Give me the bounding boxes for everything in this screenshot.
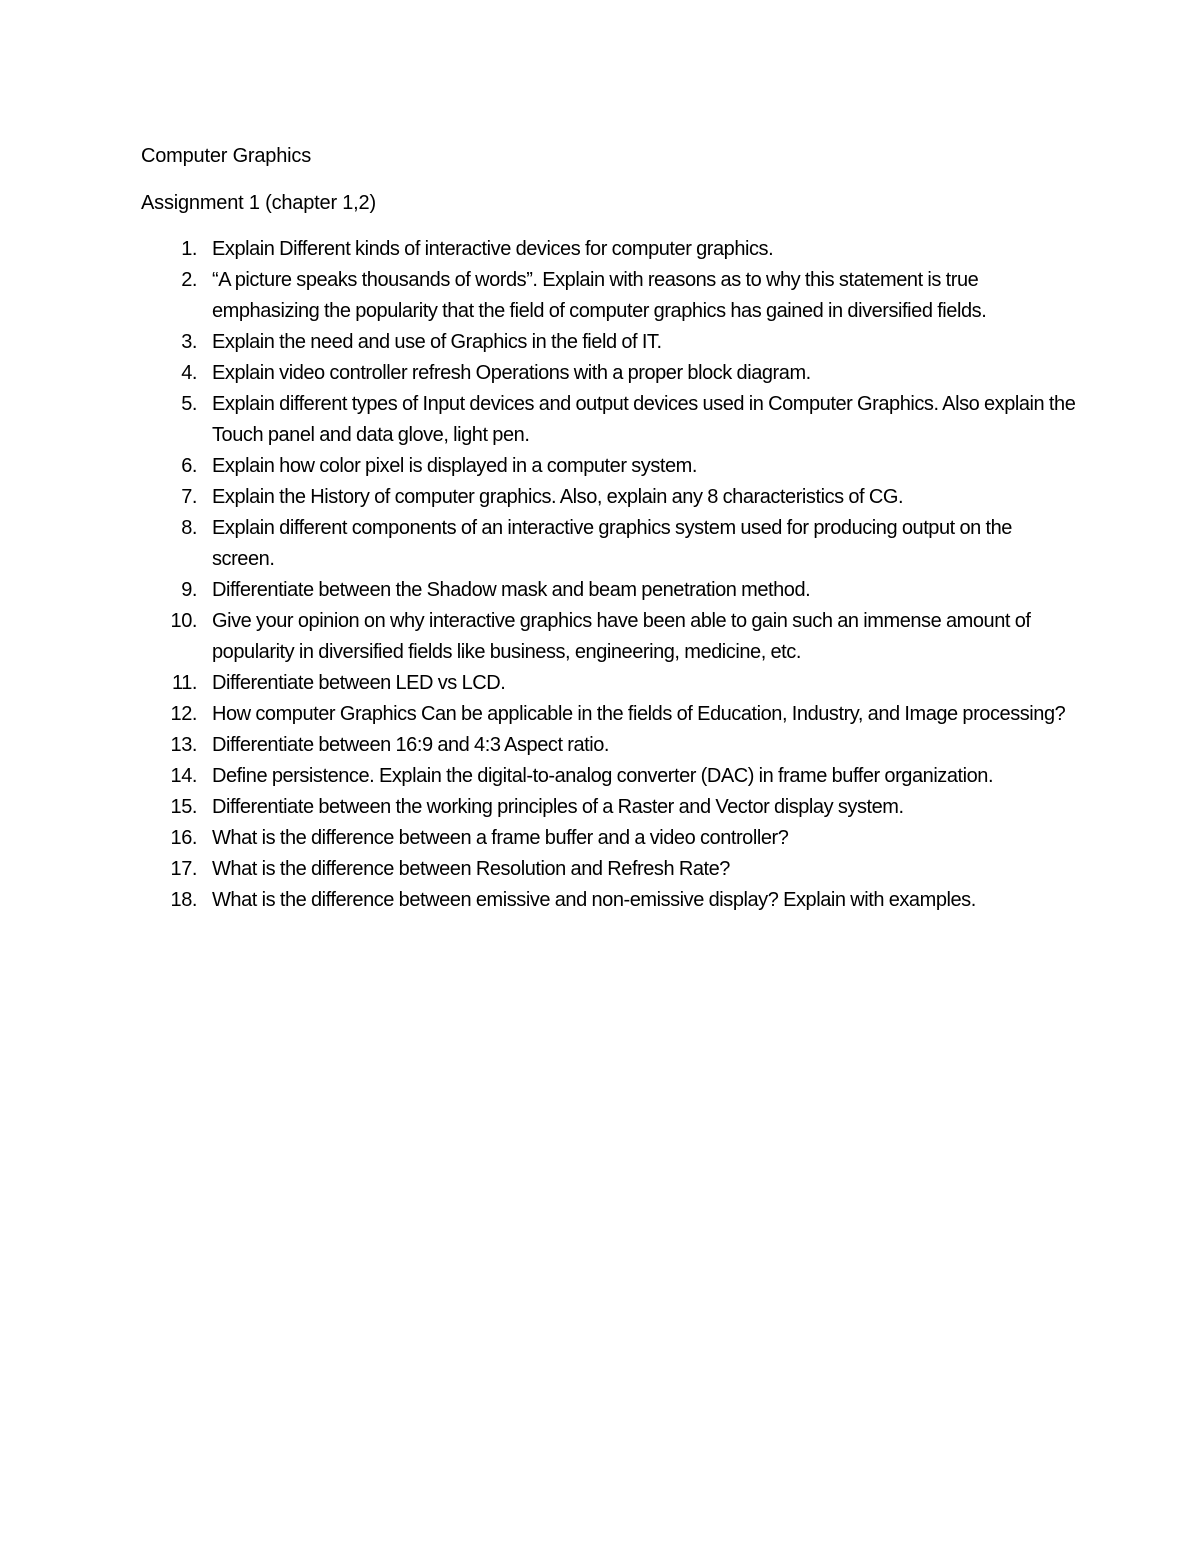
question-number: 7. [181,486,197,508]
question-item [141,668,1076,699]
question-item [141,451,1076,482]
question-item [141,854,1076,885]
question-list [141,234,1076,916]
question-item [141,823,1076,854]
question-text: What is the difference between emissive and non-emissive display? Explain with examples. [212,889,976,911]
question-number: 3. [181,331,197,353]
question-item [141,234,1076,265]
question-number: 10. [170,610,197,632]
question-item [141,885,1076,916]
document-title: Computer Graphics [141,145,311,167]
question-text: Explain different components of an interactive graphics system used for producing output on the screen. [212,517,1012,570]
question-item [141,575,1076,606]
question-number: 17. [170,858,197,880]
question-number: 14. [170,765,197,787]
question-text: Define persistence. Explain the digital-to-analog converter (DAC) in frame buffer organization. [212,765,994,787]
question-number: 18. [170,889,197,911]
question-number: 6. [181,455,197,477]
question-item [141,606,1076,668]
question-text: What is the difference between a frame buffer and a video controller? [212,827,789,849]
question-text: Explain the need and use of Graphics in the field of IT. [212,331,662,353]
question-item [141,792,1076,823]
question-text: “A picture speaks thousands of words”. Explain with reasons as to why this statement is true emphasizing the popularity that the field of computer graphics has gained in diversified fields. [212,269,987,322]
question-number: 11. [172,672,197,694]
question-item [141,761,1076,792]
question-text: Differentiate between the working principles of a Raster and Vector display system. [212,796,904,818]
question-text: Explain Different kinds of interactive devices for computer graphics. [212,238,774,260]
question-number: 2. [181,269,197,291]
question-number: 12. [170,703,197,725]
question-number: 16. [170,827,197,849]
question-item [141,730,1076,761]
question-text: Differentiate between the Shadow mask and beam penetration method. [212,579,811,601]
question-item [141,389,1076,451]
question-number: 8. [181,517,197,539]
question-item [141,265,1076,327]
question-item [141,699,1076,730]
question-text: Explain the History of computer graphics. Also, explain any 8 characteristics of CG. [212,486,904,508]
question-text: What is the difference between Resolution and Refresh Rate? [212,858,730,880]
question-item [141,482,1076,513]
question-text: Explain video controller refresh Operations with a proper block diagram. [212,362,811,384]
question-number: 9. [181,579,197,601]
question-number: 13. [170,734,197,756]
assignment-heading: Assignment 1 (chapter 1,2) [141,192,376,214]
question-item [141,513,1076,575]
question-number: 4. [181,362,197,384]
question-text: How computer Graphics Can be applicable in the fields of Education, Industry, and Image processing? [212,703,1066,725]
question-text: Explain how color pixel is displayed in a computer system. [212,455,697,477]
question-number: 1. [181,238,197,260]
question-text: Differentiate between 16:9 and 4:3 Aspect ratio. [212,734,610,756]
question-number: 5. [181,393,197,415]
question-number: 15. [170,796,197,818]
question-text: Give your opinion on why interactive graphics have been able to gain such an immense amount of popularity in diversified fields like business, engineering, medicine, etc. [212,610,1031,663]
question-text: Explain different types of Input devices and output devices used in Computer Graphics. Also explain the Touch panel and data glove, light pen. [212,393,1076,446]
question-item [141,358,1076,389]
question-item [141,327,1076,358]
question-text: Differentiate between LED vs LCD. [212,672,506,694]
